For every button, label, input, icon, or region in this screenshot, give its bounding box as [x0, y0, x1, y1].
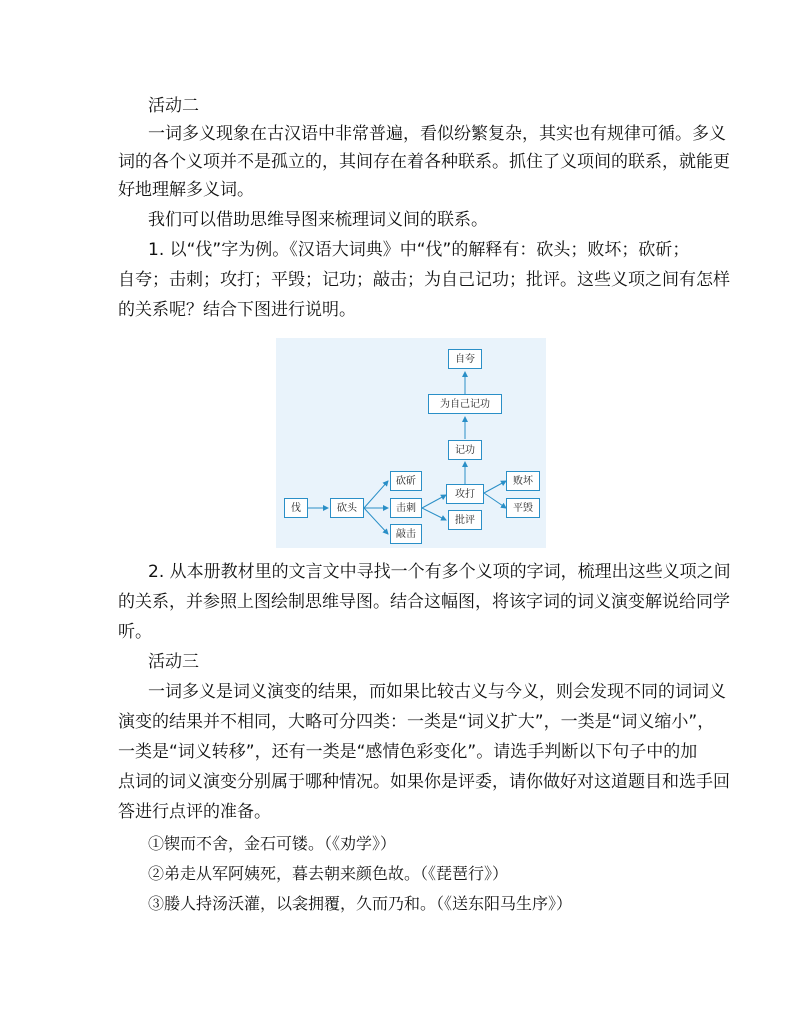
node-kanzhuo: 砍斫 [390, 471, 422, 491]
example-sentence: ②弟走从军阿姨死，暮去朝来颜色故。（《琵琶行》） [148, 864, 509, 883]
paragraph-line: 好地理解多义词。 [118, 180, 254, 200]
paragraph-line: 答进行点评的准备。 [118, 802, 271, 822]
node-weizijijigong: 为自己记功 [428, 394, 502, 414]
edge-jici-pipan [422, 508, 446, 520]
node-jici: 击刺 [390, 498, 422, 518]
mind-map-diagram [276, 338, 546, 548]
paragraph-line: 演变的结果并不相同，大略可分四类：一类是“词义扩大”，一类是“词义缩小”， [118, 712, 715, 732]
node-pipan: 批评 [448, 510, 482, 530]
item-two-line: 2. 从本册教材里的文言文中寻找一个有多个义项的字词，梳理出这些义项之间 [148, 562, 731, 582]
paragraph-line: 一类是“词义转移”，还有一类是“感情色彩变化”。请选手判断以下句子中的加 [118, 742, 698, 762]
paragraph-line: 词的各个义项并不是孤立的，其间存在着各种联系。抓住了义项间的联系，就能更 [118, 152, 730, 172]
node-baihuai: 败坏 [506, 471, 540, 491]
item-two-line: 听。 [118, 622, 152, 642]
edge-gongda-pinghui [484, 493, 506, 508]
edge-kantou-qiaoji [364, 508, 388, 534]
node-jigong: 记功 [448, 440, 482, 460]
node-fa: 伐 [284, 498, 308, 518]
item-one-line: 1. 以“伐”字为例。《汉语大词典》中“伐”的解释有：砍头；败坏；砍斫； [148, 240, 690, 260]
example-sentence: ①锲而不舍，金石可镂。（《劝学》） [148, 834, 397, 853]
paragraph-line: 点词的词义演变分别属于哪种情况。如果你是评委，请你做好对这道题目和选手回 [118, 772, 730, 792]
edge-gongda-baihuai [484, 481, 506, 493]
item-one-line: 自夸；击刺；攻打；平毁；记功；敲击；为自己记功；批评。这些义项之间有怎样 [118, 270, 730, 290]
item-two-line: 的关系，并参照上图绘制思维导图。结合这幅图，将该字词的词义演变解说给同学 [118, 592, 730, 612]
node-qiaoji: 敲击 [390, 524, 422, 544]
item-one-line: 的关系呢？结合下图进行说明。 [118, 300, 356, 320]
edge-kantou-kanzhuo [364, 481, 388, 508]
example-sentence: ③媵人持汤沃灌，以衾拥覆，久而乃和。（《送东阳马生序》） [148, 894, 573, 913]
activity-two-heading: 活动二 [148, 96, 199, 116]
activity-three-heading: 活动三 [148, 652, 199, 672]
node-gongda: 攻打 [446, 484, 484, 504]
paragraph-line: 一词多义现象在古汉语中非常普遍，看似纷繁复杂，其实也有规律可循。多义 [148, 124, 726, 144]
paragraph-line: 我们可以借助思维导图来梳理词义间的联系。 [148, 210, 488, 230]
node-pinghui: 平毁 [506, 498, 540, 518]
node-zikua: 自夸 [448, 349, 482, 369]
edge-jici-gongda [422, 495, 446, 508]
paragraph-line: 一词多义是词义演变的结果，而如果比较古义与今义，则会发现不同的词词义 [148, 682, 726, 702]
node-kantou: 砍头 [330, 498, 364, 518]
